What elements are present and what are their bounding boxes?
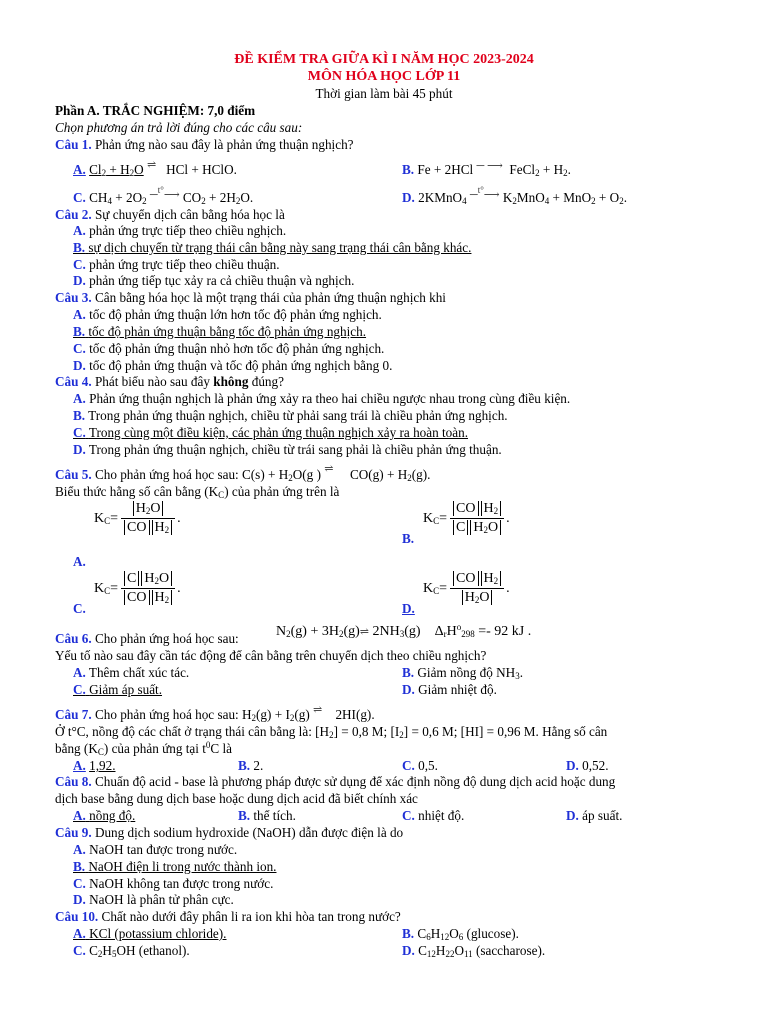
question-9: Câu 9. Dung dịch sodium hydroxide (NaOH) dẫn được điện là do: [55, 825, 404, 840]
q7-line3: bằng $(K_C)$ của phản ứng tại $t^0C$ là: [55, 740, 232, 757]
exam-title: ĐỀ KIỂM TRA GIỮA KÌ I NĂM HỌC 2023-2024: [234, 52, 534, 67]
q6-equation: $N_2(g)$ + $3H_2(g)\rightleftharpoons$ $2NH_3(g)$ $\Delta_rH^o_{298} =- 92$ kJ .: [276, 622, 532, 639]
q7-line2: Ở t°C, nồng độ các chất ở trạng thái cân bằng là: $[H_2] = 0,8$ M; $[I_2] = 0,6$ M; [HI] = 0,96 M. Hằng số cân: [55, 724, 608, 740]
q3-option-a[interactable]: A. tốc độ phản ứng thuận lớn hơn tốc độ phản ứng nghịch.: [73, 307, 382, 322]
q10-option-d[interactable]: D. $C_{12}H_{22}O_{11}$ (saccharose).: [402, 943, 546, 959]
q8-line2: dịch base bằng dung dịch base hoặc dung dịch acid đã biết chính xác: [55, 791, 418, 806]
q2-option-d[interactable]: D. phản ứng tiếp tục xảy ra cả chiều thuận và nghịch.: [73, 273, 355, 288]
question-4: Câu 4. Phát biểu nào sau đây không đúng?: [55, 374, 284, 389]
q6-option-b[interactable]: B. Giảm nồng độ $NH_3$.: [402, 665, 523, 681]
q3-option-d[interactable]: D. tốc độ phản ứng thuận và tốc độ phản ứng nghịch bằng 0.: [73, 358, 393, 373]
q1-option-d[interactable]: D. 2KMnO$_4$ $^{─^{t^\circ}⟶}$ $K_2MnO_4 + MnO_2 + O_2$.: [402, 185, 627, 206]
q10-option-c[interactable]: C. $C_2H_5OH$ (ethanol).: [73, 943, 190, 959]
question-label: Câu 1.: [55, 137, 92, 152]
q5-option-b-formula[interactable]: $K_C=$ CO $H_2$ C $H_2O$ .: [423, 501, 510, 535]
question-1: Câu 1. Phản ứng nào sau đây là phản ứng thuận nghịch?: [55, 137, 354, 152]
q5-option-c-label[interactable]: C.: [73, 601, 86, 616]
instruction: Chọn phương án trả lời đúng cho các câu sau:: [55, 120, 303, 135]
q5-option-c-formula[interactable]: $K_C=$ C $H_2O$ CO $H_2$ .: [94, 571, 181, 605]
time-limit: Thời gian làm bài 45 phút: [315, 86, 453, 101]
q1-option-b[interactable]: B. Fe + 2HCl ─ ⟶ FeCl$_2$ + $H_2$.: [402, 160, 571, 178]
question-2: Câu 2. Sự chuyển dịch cân bằng hóa học là: [55, 207, 285, 222]
q9-option-d[interactable]: D. NaOH là phân tử phân cực.: [73, 892, 234, 907]
q2-option-a[interactable]: A. phản ứng trực tiếp theo chiều nghịch.: [73, 223, 287, 238]
q7-option-d[interactable]: D. 0,52.: [566, 758, 609, 773]
q6-option-a[interactable]: A. Thêm chất xúc tác.: [73, 665, 190, 680]
q5-option-b-label[interactable]: B.: [402, 531, 415, 546]
q5-option-a-label[interactable]: A.: [73, 554, 86, 569]
q6-line2: Yếu tố nào sau đây cần tác động để cân bằng trên chuyển dịch theo chiều nghịch?: [55, 648, 487, 663]
q9-option-c[interactable]: C. NaOH không tan được trong nước.: [73, 876, 274, 891]
q8-option-b[interactable]: B. thể tích.: [238, 808, 296, 823]
question-7: Câu 7. Cho phản ứng hoá học sau: $H_2(g) + I_2(g)$ ⇌ 2HI(g).: [55, 704, 375, 723]
q1-option-a[interactable]: A. $Cl_2 + H_2O$ ⇌ HCl + HClO.: [73, 159, 237, 178]
question-5: Câu 5. Cho phản ứng hoá học sau: $C(s) + H_2O(g$ ) ⇌ $CO(g) + H_2(g)$.: [55, 463, 431, 483]
q4-option-c[interactable]: C. Trong cùng một điều kiện, các phản ứng thuận nghịch xảy ra hoàn toàn.: [73, 425, 469, 440]
q5-option-d-formula[interactable]: $K_C=$ CO $H_2$ $H_2O$ .: [423, 571, 510, 605]
q7-option-b[interactable]: B. 2.: [238, 758, 264, 773]
q3-option-b[interactable]: B. tốc độ phản ứng thuận bằng tốc độ phản ứng nghịch.: [73, 324, 367, 339]
q2-option-b[interactable]: B. sự dịch chuyển từ trạng thái cân bằng này sang trạng thái cân bằng khác.: [73, 240, 472, 255]
subject-title: MÔN HÓA HỌC LỚP 11: [307, 69, 461, 84]
question-8: Câu 8. Chuẩn độ acid - base là phương pháp được sử dụng để xác định nồng độ dung dịch acid hoặc dung: [55, 774, 616, 789]
q5-option-a-formula[interactable]: $K_C=$ $H_2O$ CO $H_2$ .: [94, 501, 181, 535]
q10-option-a[interactable]: A. KCl (potassium chloride).: [73, 926, 227, 941]
q10-option-b[interactable]: B. $C_6H_{12}O_6$ (glucose).: [402, 926, 519, 942]
q8-option-d[interactable]: D. áp suất.: [566, 808, 623, 823]
q3-option-c[interactable]: C. tốc độ phản ứng thuận nhỏ hơn tốc độ phản ứng nghịch.: [73, 341, 385, 356]
q4-option-a[interactable]: A. Phản ứng thuận nghịch là phản ứng xảy ra theo hai chiều ngược nhau trong cùng điều kiện.: [73, 391, 571, 406]
question-3: Câu 3. Cân bằng hóa học là một trạng thái của phản ứng thuận nghịch khi: [55, 290, 446, 305]
part-a-heading: Phần A. TRẮC NGHIỆM: 7,0 điểm: [55, 103, 256, 118]
q9-option-b[interactable]: B. NaOH điện li trong nước thành ion.: [73, 859, 277, 874]
q7-option-a[interactable]: A. 1,92.: [73, 758, 116, 773]
question-10: Câu 10. Chất nào dưới đây phân li ra ion khi hòa tan trong nước?: [55, 909, 401, 924]
q1-option-c[interactable]: C. $CH_4 + 2O_2$ $^{─^{t^\circ}⟶}$ $CO_2 + 2H_2O$.: [73, 185, 254, 206]
q8-option-a[interactable]: A. nồng độ.: [73, 808, 136, 823]
q4-option-d[interactable]: D. Trong phản ứng thuận nghịch, chiều từ trái sang phải là chiều phản ứng thuận.: [73, 442, 502, 457]
q6-option-d[interactable]: D. Giảm nhiệt độ.: [402, 682, 497, 697]
q4-option-b[interactable]: B. Trong phản ứng thuận nghịch, chiều từ phải sang trái là chiều phản ứng nghịch.: [73, 408, 508, 423]
q2-option-c[interactable]: C. phản ứng trực tiếp theo chiều thuận.: [73, 257, 280, 272]
q6-option-c[interactable]: C. Giảm áp suất.: [73, 682, 163, 697]
q9-option-a[interactable]: A. NaOH tan được trong nước.: [73, 842, 238, 857]
question-6: Câu 6. Cho phản ứng hoá học sau:: [55, 631, 239, 646]
q8-option-c[interactable]: C. nhiệt độ.: [402, 808, 465, 823]
q5-line2: Biểu thức hằng số cân bằng $(K_C)$ của phản ứng trên là: [55, 484, 340, 500]
q7-option-c[interactable]: C. 0,5.: [402, 758, 438, 773]
q5-option-d-label[interactable]: D.: [402, 601, 415, 616]
